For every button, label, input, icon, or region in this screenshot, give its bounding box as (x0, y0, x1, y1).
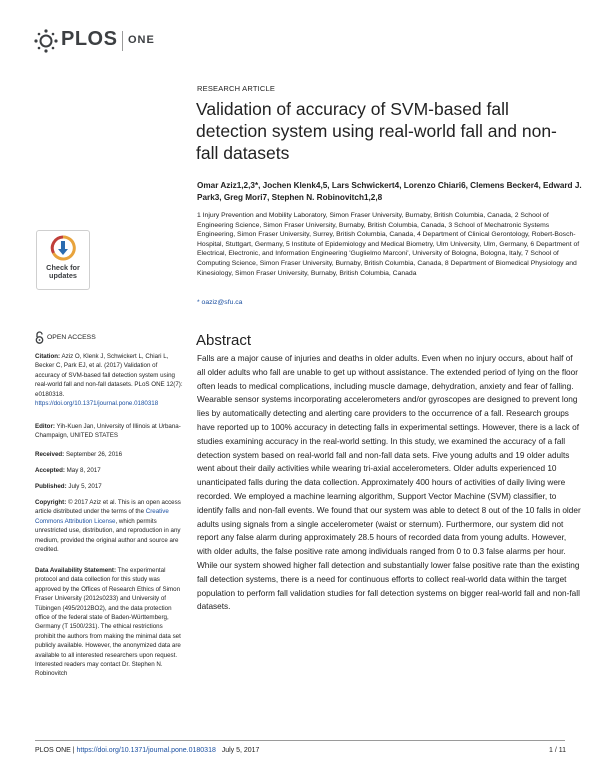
editor-text: Yih-Kuen Jan, University of Illinois at Urbana-Champaign, UNITED STATES (35, 423, 181, 440)
copyright-text-1: © 2017 Aziz et al. This is an open access article distributed under the terms of the (35, 499, 181, 516)
abstract-text: Falls are a major cause of injuries and deaths in older adults. Even when no injury occurs, about half of all older adults who fall are unable to get up without assistance. The extended period of lying on the floor often leads to medical complications, including muscle damage, dehydration, anxiety and fear of falling. Wearable sensor systems incorporating accelerometers and/or gyroscopes are designed to prevent long lies by automatically detecting and alerting care providers to the occurrence of a fall. Research groups have reported up to 100% accuracy in detecting falls in experimental settings. However, there is a lack of studies examining accuracy in the real-world setting. In this study, we examined the accuracy of a fall detection system based on real-world fall and non-fall data sets. Five young adults and 19 older adults went about their daily activities while wearing tri-axial accelerometers. Older adults experienced 10 unanticipated falls during the data collection. Approximately 400 hours of activities of daily living were recorded. We employed a machine learning algorithm, Support Vector Machine (SVM) classifier, to identify falls and non-fall events. We found that our system was able to detect 8 out of the 10 falls in older adults using signals from a single accelerometer (waist or sternum). Furthermore, our system did not report any false alarm during approximately 28.5 hours of recorded data from young adults. However, with older adults, the false positive rate among individuals ranged from 0 to 0.3 false alarms per hour. While our system showed higher fall detection and substantially lower false positive rate than the existing fall detection systems, there is a need for continuous efforts to collect real-world data within the target population to perform fall validation studies for fall detection systems on bigger real-world fall and non-fall datasets. (197, 354, 581, 612)
open-lock-icon (35, 331, 44, 344)
article-type: RESEARCH ARTICLE (197, 84, 276, 93)
accepted-label: Accepted: (35, 467, 65, 474)
accepted-text: May 8, 2017 (64, 467, 101, 474)
check-for-updates-label (37, 264, 89, 280)
check-for-updates-icon (50, 235, 76, 261)
abstract-heading: Abstract (196, 332, 252, 349)
editor (35, 422, 183, 441)
logo-separator (122, 31, 123, 51)
copyright (35, 498, 183, 554)
check-for-updates-line2: updates (49, 271, 77, 280)
page-number: 1 / 11 (549, 747, 566, 754)
published-text: July 5, 2017 (66, 483, 102, 490)
footer-journal: PLOS ONE (35, 747, 71, 754)
data-availability-label: Data Availability Statement: (35, 567, 117, 574)
author-list: Omar Aziz1,2,3*, Jochen Klenk4,5, Lars Schwickert4, Lorenzo Chiari6, Clemens Becker4, Edward J. Park3, Greg Mori7, Stephen N. Robinovitch1,2,8 (197, 181, 582, 202)
published-date (35, 482, 183, 491)
cc-license-link[interactable]: Creative Commons Attribution License (35, 508, 169, 525)
footer-separator: | (70, 747, 77, 754)
footer-date: July 5, 2017 (221, 747, 260, 754)
data-availability (35, 566, 183, 679)
citation (35, 352, 183, 408)
open-access-label: OPEN ACCESS (47, 334, 96, 341)
logo-journal-name: ONE (128, 34, 155, 46)
citation-text: Aziz O, Klenk J, Schwickert L, Chiari L, Becker C, Park EJ, et al. (2017) Validation of accuracy of SVM-based fall detection system using real-world fall and non-fall datasets. PLoS ONE 12(7): e0180318. (35, 353, 183, 398)
logo-text: PLOS (61, 28, 118, 50)
citation-doi-link[interactable]: https://doi.org/10.1371/journal.pone.0180318 (35, 400, 159, 408)
received-date (35, 450, 183, 459)
footer-doi-link[interactable]: https://doi.org/10.1371/journal.pone.0180318 (76, 747, 216, 754)
plos-dots-icon (33, 28, 59, 54)
editor-label: Editor: (35, 423, 55, 430)
accepted-date (35, 466, 183, 475)
copyright-label: Copyright: (35, 499, 67, 506)
received-text: September 26, 2016 (64, 451, 123, 458)
check-for-updates-line1: Check for (46, 263, 80, 272)
affiliations: 1 Injury Prevention and Mobility Laboratory, Simon Fraser University, Burnaby, British Columbia, Canada, 2 School of Engineering Science, Simon Fraser University, Burnaby, British Columbia, Canada, 3 School of Mechatronic Systems Engineering, Simon Fraser University, Surrey, British Columbia, Canada, 4 Department of Clinical Gerontology, Robert-Bosch-Hospital, Stuttgart, Germany, 5 Institute of Epidemiology and Medical Biometry, Ulm University, Ulm, Germany, 6 Department of Electrical, Electronic, and Information Engineering 'Guglielmo Marconi', University of Bologna, Bologna, Italy, 7 School of Computing Science, Simon Fraser University, Burnaby, British Columbia, Canada, 8 Department of Biomedical Physiology and Kinesiology, Simon Fraser University, Burnaby, British Columbia, Canada (197, 212, 580, 277)
citation-label: Citation: (35, 353, 61, 360)
corresponding-email-link[interactable]: * oaziz@sfu.ca (197, 299, 243, 306)
published-label: Published: (35, 483, 67, 490)
footer-citation (35, 747, 259, 754)
check-for-updates-button[interactable] (36, 230, 90, 290)
received-label: Received: (35, 451, 65, 458)
copyright-text-2: , which permits unrestricted use, distribution, and reproduction in any medium, provided the original author and source are credited. (35, 517, 181, 554)
article-title: Validation of accuracy of SVM-based fall detection system using real-world fall and non-fall datasets (196, 99, 557, 163)
footer-divider (35, 740, 565, 741)
plos-logo[interactable] (33, 26, 163, 56)
data-availability-text: The experimental protocol and data collection for this study was approved by the Offices of Research Ethics of Simon Fraser University (2012s0233) and University of Tübingen (495/2012BO2), and the data protection office of the federal state of Baden-Württemberg, Germany (T 1500/231). The ethical restrictions prohibit the authors from making the minimal data set publicly available. However, the anonymized data are available to all interested researchers upon request. Interested readers may contact Dr. Stephen N. Robinovitch (35, 567, 181, 678)
